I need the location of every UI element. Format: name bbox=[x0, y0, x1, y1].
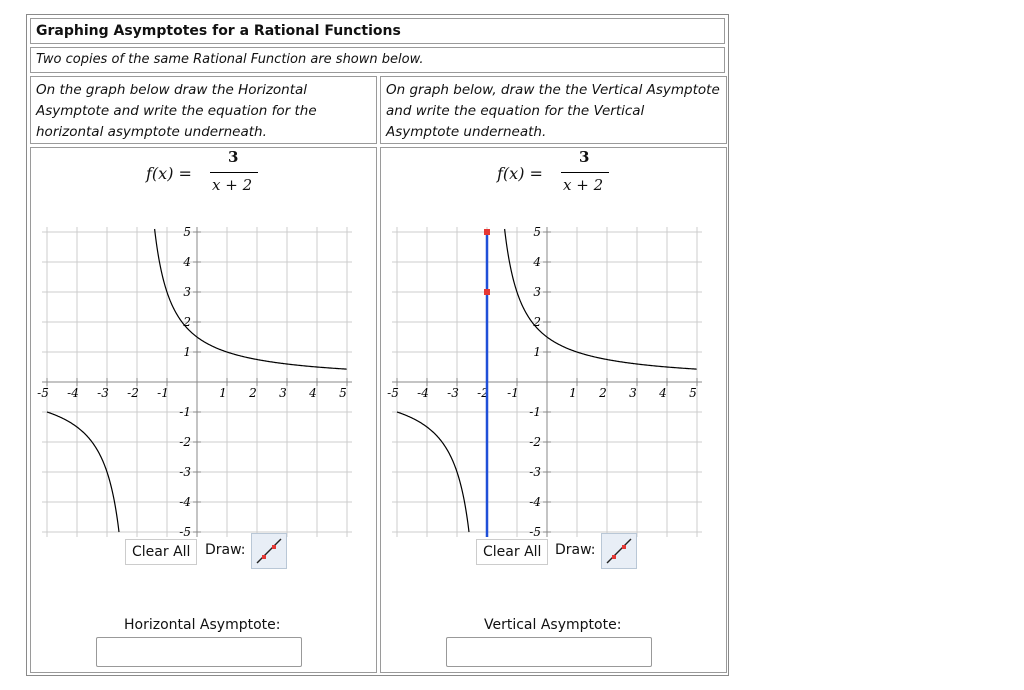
x-tick-label: -1 bbox=[157, 386, 169, 400]
y-tick-label: -1 bbox=[529, 405, 541, 419]
formula-horizontal bbox=[146, 148, 266, 200]
worksheet-title: Graphing Asymptotes for a Rational Functions bbox=[30, 18, 725, 44]
y-tick-label: 4 bbox=[183, 255, 191, 269]
y-tick-label: -3 bbox=[179, 465, 191, 479]
y-tick-label: 2 bbox=[533, 315, 541, 329]
x-tick-label: -2 bbox=[127, 386, 139, 400]
x-tick-label: 5 bbox=[689, 386, 697, 400]
formula-numerator: 3 bbox=[228, 148, 239, 166]
clear-all-button[interactable]: Clear All bbox=[125, 539, 197, 565]
fraction-bar bbox=[561, 172, 609, 173]
line-tool-icon bbox=[602, 534, 636, 568]
y-tick-label: -4 bbox=[529, 495, 541, 509]
y-tick-label: -4 bbox=[179, 495, 191, 509]
line-tool-button[interactable] bbox=[601, 533, 637, 569]
fraction-bar bbox=[210, 172, 258, 173]
x-tick-label: -5 bbox=[387, 386, 399, 400]
y-tick-label: -2 bbox=[529, 435, 541, 449]
instruction-horizontal: On the graph below draw the Horizontal Asymptote and write the equation for the horizontal asymptote underneath. bbox=[30, 76, 377, 144]
graph-horizontal[interactable] bbox=[37, 212, 362, 539]
x-tick-label: 3 bbox=[629, 386, 637, 400]
y-tick-label: 1 bbox=[533, 345, 541, 359]
line-control-point[interactable] bbox=[484, 229, 490, 235]
x-tick-label: 5 bbox=[339, 386, 347, 400]
x-tick-label: 2 bbox=[599, 386, 607, 400]
line-tool-icon bbox=[252, 534, 286, 568]
y-tick-label: 2 bbox=[183, 315, 191, 329]
draw-label: Draw: bbox=[205, 542, 246, 558]
x-tick-label: -3 bbox=[97, 386, 109, 400]
y-tick-label: -3 bbox=[529, 465, 541, 479]
instruction-vertical: On graph below, draw the the Vertical Asymptote and write the equation for the Vertical Asymptote underneath. bbox=[380, 76, 727, 144]
formula-vertical bbox=[497, 148, 617, 200]
y-tick-label: 5 bbox=[183, 225, 191, 239]
line-control-point[interactable] bbox=[484, 289, 490, 295]
answer-label-horizontal: Horizontal Asymptote: bbox=[124, 617, 281, 633]
x-tick-label: 1 bbox=[569, 386, 577, 400]
y-tick-label: -5 bbox=[529, 525, 541, 539]
y-tick-label: -1 bbox=[179, 405, 191, 419]
x-tick-label: 2 bbox=[249, 386, 257, 400]
x-tick-label: 4 bbox=[659, 386, 667, 400]
x-tick-label: -1 bbox=[507, 386, 519, 400]
x-tick-label: -2 bbox=[477, 386, 489, 400]
y-tick-label: -5 bbox=[179, 525, 191, 539]
formula-lhs: f(x) = bbox=[146, 164, 192, 183]
horizontal-asymptote-input[interactable] bbox=[96, 637, 302, 667]
x-tick-label: -4 bbox=[417, 386, 429, 400]
formula-numerator: 3 bbox=[579, 148, 590, 166]
formula-lhs: f(x) = bbox=[497, 164, 543, 183]
clear-all-button[interactable]: Clear All bbox=[476, 539, 548, 565]
formula-denominator: x + 2 bbox=[563, 176, 604, 194]
y-tick-label: 1 bbox=[183, 345, 191, 359]
line-tool-button[interactable] bbox=[251, 533, 287, 569]
x-tick-label: -5 bbox=[37, 386, 49, 400]
formula-denominator: x + 2 bbox=[212, 176, 253, 194]
vertical-asymptote-input[interactable] bbox=[446, 637, 652, 667]
y-tick-label: 4 bbox=[533, 255, 541, 269]
x-tick-label: 3 bbox=[279, 386, 287, 400]
y-tick-label: 3 bbox=[183, 285, 191, 299]
y-tick-label: 5 bbox=[533, 225, 541, 239]
y-tick-label: 3 bbox=[533, 285, 541, 299]
y-tick-label: -2 bbox=[179, 435, 191, 449]
x-tick-label: 1 bbox=[219, 386, 227, 400]
answer-label-vertical: Vertical Asymptote: bbox=[484, 617, 622, 633]
worksheet-subtitle: Two copies of the same Rational Function are shown below. bbox=[30, 47, 725, 73]
x-tick-label: -4 bbox=[67, 386, 79, 400]
x-tick-label: -3 bbox=[447, 386, 459, 400]
graph-vertical[interactable] bbox=[387, 212, 712, 539]
x-tick-label: 4 bbox=[309, 386, 317, 400]
draw-label: Draw: bbox=[555, 542, 596, 558]
